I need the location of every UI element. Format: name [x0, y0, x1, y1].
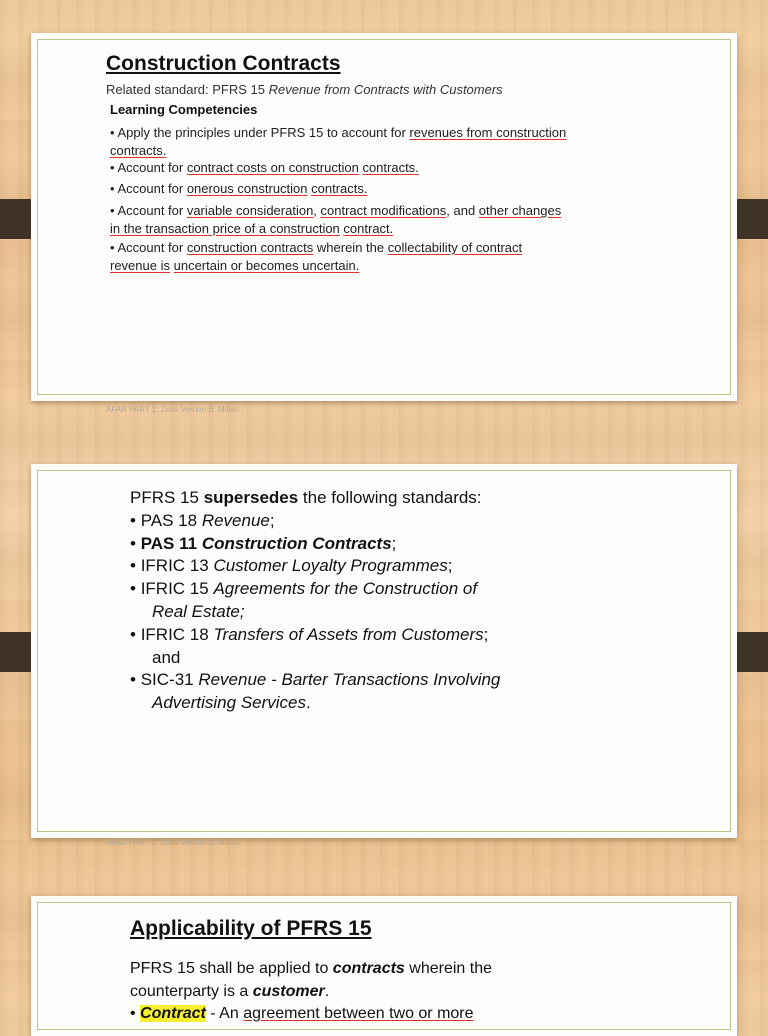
slide-title: Applicability of PFRS 15: [130, 917, 372, 940]
standard-item-continued: Real Estate;: [152, 601, 245, 621]
slide1-footer: AFAR PART 1: Zeus Vernon B. Millan: [106, 405, 239, 414]
competency-item: • Apply the principles under PFRS 15 to account for revenues from construction contracts.: [110, 125, 567, 158]
related-standard: Related standard: PFRS 15 Revenue from Contracts with Customers: [106, 82, 503, 97]
competencies-heading: Learning Competencies: [110, 102, 258, 117]
competency-item: • Account for variable consideration, contract modifications, and other changes in the transaction price of a construction contract.: [110, 203, 562, 236]
competency-item: • Account for construction contracts wherein the collectability of contract revenue is uncertain or becomes uncertain.: [110, 240, 523, 273]
slide-pfrs15-supersedes: [31, 464, 737, 838]
supersedes-list: [130, 487, 500, 715]
standard-item: • IFRIC 13 Customer Loyalty Programmes;: [130, 556, 453, 576]
standard-item: • IFRIC 18 Transfers of Assets from Customers;: [130, 624, 489, 644]
supersedes-intro: PFRS 15 supersedes the following standards:: [130, 488, 482, 507]
slide-applicability: [31, 896, 737, 1036]
applicability-line: PFRS 15 shall be applied to contracts wherein the: [130, 960, 492, 977]
applicability-text: [130, 958, 492, 1026]
standard-item: • SIC-31 Revenue - Barter Transactions Involving: [130, 670, 501, 690]
standard-item: • PAS 11 Construction Contracts;: [130, 533, 397, 553]
competency-item: • Account for contract costs on construction contracts.: [110, 160, 419, 175]
standard-item: • IFRIC 15 Agreements for the Construction of: [130, 579, 478, 599]
standard-item-continued: and: [152, 647, 181, 667]
slide-title: Construction Contracts: [106, 52, 341, 75]
standard-item: • PAS 18 Revenue;: [130, 510, 275, 530]
contract-term: Contract: [140, 1005, 206, 1022]
contract-definition: • Contract - An agreement between two or more: [130, 1005, 474, 1022]
slide-construction-contracts: [31, 33, 737, 401]
applicability-line: counterparty is a customer.: [130, 982, 330, 1000]
competency-item: • Account for onerous construction contracts.: [110, 181, 368, 196]
slide2-footer: AFAR PART 1: Zeus Vernon B. Millan: [106, 838, 239, 847]
standard-item-continued: Advertising Services.: [152, 693, 311, 713]
